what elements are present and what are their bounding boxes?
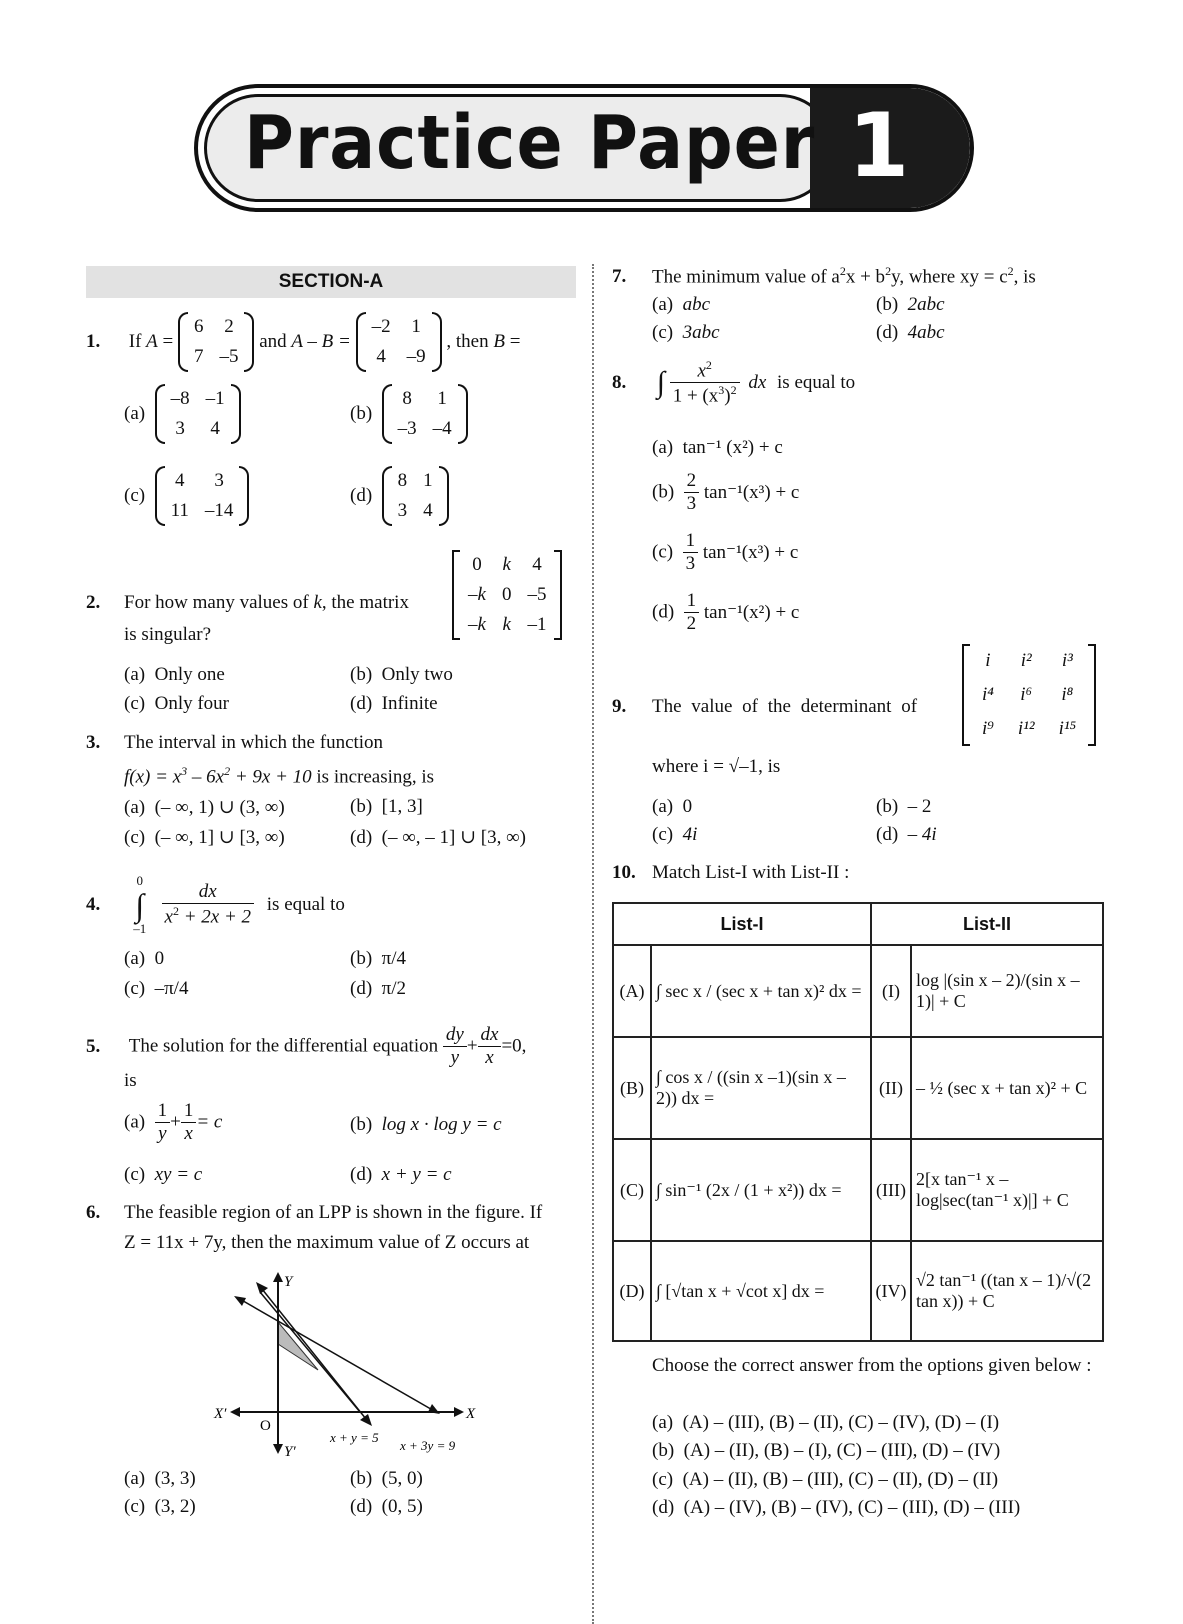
match-table [612, 902, 1104, 1342]
q1-option-c[interactable]: (c) 4 3 11 –14 [124, 466, 249, 526]
q1-eq: = [162, 331, 174, 352]
lpp-figure [210, 1270, 490, 1460]
section-heading: SECTION-A [86, 266, 576, 298]
q2-matrix: 0 k 4 –k 0 –5 –k k –1 [452, 550, 562, 640]
q3-option-c[interactable]: (c) (– ∞, 1] ∪ [3, ∞) [124, 827, 285, 848]
column-divider [592, 264, 594, 1624]
q2-option-a[interactable]: (a) Only one [124, 664, 225, 685]
q7-option-b[interactable]: (b) 2abc [876, 294, 945, 315]
q4-option-b[interactable]: (b) π/4 [350, 948, 407, 969]
table-row: (A) ∫ sec x / (sec x + tan x)² dx = (I) log |(sin x – 2)/(sin x – 1)| + C [613, 945, 1103, 1037]
q6-option-c[interactable]: (c) (3, 2) [124, 1496, 196, 1517]
option-matrix: –8 –1 3 4 [155, 384, 241, 444]
q1-B: B [493, 331, 505, 352]
q6-option-d[interactable]: (d) (0, 5) [350, 1496, 423, 1517]
q9-determinant: i i² i³ i⁴ i⁶ i⁸ i⁹ i¹² i¹⁵ [962, 644, 1096, 746]
line-x-plus-3y-9 [238, 1298, 436, 1412]
question-9: 9. The value of the determinant of [612, 696, 918, 717]
table-row: (C) ∫ sin⁻¹ (2x / (1 + x²)) dx = (III) 2[x tan⁻¹ x – log|sec(tan⁻¹ x)|] + C [613, 1139, 1103, 1241]
q3-function: $f(x) = x^3 - 6x^2 + 9x + 10$ is increasing, is [124, 764, 435, 788]
list-1-header: List-I [613, 903, 871, 945]
q2-text-tail: is singular? [124, 624, 212, 645]
label-X-prime: X′ [214, 1406, 227, 1422]
option-matrix: 8 1 –3 –4 [382, 384, 468, 444]
q1-option-a[interactable]: (a) –8 –1 3 4 [124, 384, 241, 444]
q8-option-c[interactable]: (c) $\frac{1}{3}$ tan⁻¹(x³) + c [652, 530, 799, 574]
q10-option-b[interactable]: (b) (A) – (II), (B) – (I), (C) – (III), (D) – (IV) [652, 1440, 1001, 1461]
q10-option-a[interactable]: (a) (A) – (III), (B) – (II), (C) – (IV), (D) – (I) [652, 1412, 1000, 1433]
q3-option-b[interactable]: (b) [1, 3] [350, 796, 423, 817]
question-2: 2. For how many values of k, the matrix [86, 592, 409, 613]
q2-option-d[interactable]: (d) Infinite [350, 693, 438, 714]
q9-option-a[interactable]: (a) 0 [652, 796, 693, 817]
q7-option-d[interactable]: (d) 4abc [876, 322, 945, 343]
q7-option-a[interactable]: (a) abc [652, 294, 711, 315]
q8-option-b[interactable]: (b) $\frac{2}{3}$ tan⁻¹(x³) + c [652, 470, 800, 514]
q7-option-c[interactable]: (c) 3abc [652, 322, 720, 343]
option-matrix: 8 1 3 4 [382, 466, 449, 526]
q5-option-b[interactable]: (b) log x · log y = c [350, 1114, 502, 1135]
q3-option-a[interactable]: (a) (– ∞, 1) ∪ (3, ∞) [124, 797, 285, 818]
q9-option-c[interactable]: (c) 4i [652, 824, 698, 845]
matrix-A-minus-B: –2 1 4 –9 [356, 312, 442, 372]
question-number: 1. [86, 331, 101, 352]
q5-option-c[interactable]: (c) xy = c [124, 1164, 203, 1185]
q10-instruction: Choose the correct answer from the options given below : [652, 1355, 1092, 1376]
integral-sign: 0 ∫ –1 [133, 873, 147, 936]
q1-eq2: = [509, 331, 521, 352]
q6-line2: Z = 11x + 7y, then the maximum value of Z occurs at [124, 1232, 530, 1253]
q6-option-a[interactable]: (a) (3, 3) [124, 1468, 196, 1489]
q1-then: , then [446, 331, 489, 352]
q10-option-d[interactable]: (d) (A) – (IV), (B) – (IV), (C) – (III), (D) – (III) [652, 1497, 1021, 1518]
q2-option-b[interactable]: (b) Only two [350, 664, 453, 685]
q1-A: A [146, 331, 158, 352]
q4-option-d[interactable]: (d) π/2 [350, 978, 407, 999]
q9-option-d[interactable]: (d) – 4i [876, 824, 937, 845]
q1-if: If [128, 331, 142, 352]
q1-option-b[interactable]: (b) 8 1 –3 –4 [350, 384, 468, 444]
label-origin: O [260, 1418, 271, 1434]
label-X: X [466, 1406, 476, 1422]
matrix-A: 6 2 7 –5 [178, 312, 255, 372]
question-3: 3. The interval in which the function [86, 732, 384, 753]
label-Y: Y [284, 1274, 293, 1290]
table-row: (B) ∫ cos x / ((sin x –1)(sin x –2)) dx = (II) – ½ (sec x + tan x)² + C [613, 1037, 1103, 1139]
page-title: Practice Paper [244, 100, 816, 186]
q5-is: is [124, 1070, 137, 1091]
q4-option-c[interactable]: (c) –π/4 [124, 978, 189, 999]
question-6: 6. The feasible region of an LPP is shown in the figure. If [86, 1202, 543, 1223]
question-5: 5. The solution for the differential equation $\frac{dy}{y}$ + $\frac{dx}{x}$ =0, [86, 1024, 527, 1068]
q6-option-b[interactable]: (b) (5, 0) [350, 1468, 423, 1489]
question-1 [86, 312, 576, 372]
question-8: 8. ∫ $\frac{x^2}{1 + (x^3)^2}$ dx is equal to [612, 358, 856, 407]
q5-option-a[interactable]: (a) $\frac{1}{y}$ + $\frac{1}{x}$ = c [124, 1100, 223, 1144]
q8-option-a[interactable]: (a) tan⁻¹ (x²) + c [652, 437, 783, 458]
q2-option-c[interactable]: (c) Only four [124, 693, 229, 714]
q3-option-d[interactable]: (d) (– ∞, – 1] ∪ [3, ∞) [350, 827, 526, 848]
title-banner [194, 84, 974, 212]
feasible-region [278, 1322, 318, 1370]
table-row: (D) ∫ [√tan x + √cot x] dx = (IV) √2 tan⁻¹ ((tan x – 1)/√(2 tan x)) + C [613, 1241, 1103, 1341]
line-x-plus-y-5 [260, 1292, 360, 1412]
q1-option-d[interactable]: (d) 8 1 3 4 [350, 466, 449, 526]
question-4: 4. 0 ∫ –1 $\frac{dx}{x^2 + 2x + 2}$ is equal to [86, 873, 345, 936]
option-matrix: 4 3 11 –14 [155, 466, 250, 526]
paper-number: 1 [848, 94, 910, 197]
q9-option-b[interactable]: (b) – 2 [876, 796, 932, 817]
q10-option-c[interactable]: (c) (A) – (II), (B) – (III), (C) – (II), (D) – (II) [652, 1469, 999, 1490]
label-line1: x + y = 5 [330, 1430, 379, 1445]
q5-option-d[interactable]: (d) x + y = c [350, 1164, 452, 1185]
q9-where: where i = √–1, is [652, 756, 781, 777]
q1-and: and [259, 331, 287, 352]
question-10: 10. Match List-I with List-II : [612, 862, 850, 883]
label-line2: x + 3y = 9 [400, 1438, 456, 1453]
question-7: 7. The minimum value of $a^2x + b^2y$, where xy = $c^2$, is [612, 264, 1036, 288]
q1-a-minus-b: A – B = [291, 331, 351, 352]
q8-option-d[interactable]: (d) $\frac{1}{2}$ tan⁻¹(x²) + c [652, 590, 800, 634]
label-Y-prime: Y′ [284, 1444, 296, 1460]
list-2-header: List-II [871, 903, 1103, 945]
q4-option-a[interactable]: (a) 0 [124, 948, 165, 969]
